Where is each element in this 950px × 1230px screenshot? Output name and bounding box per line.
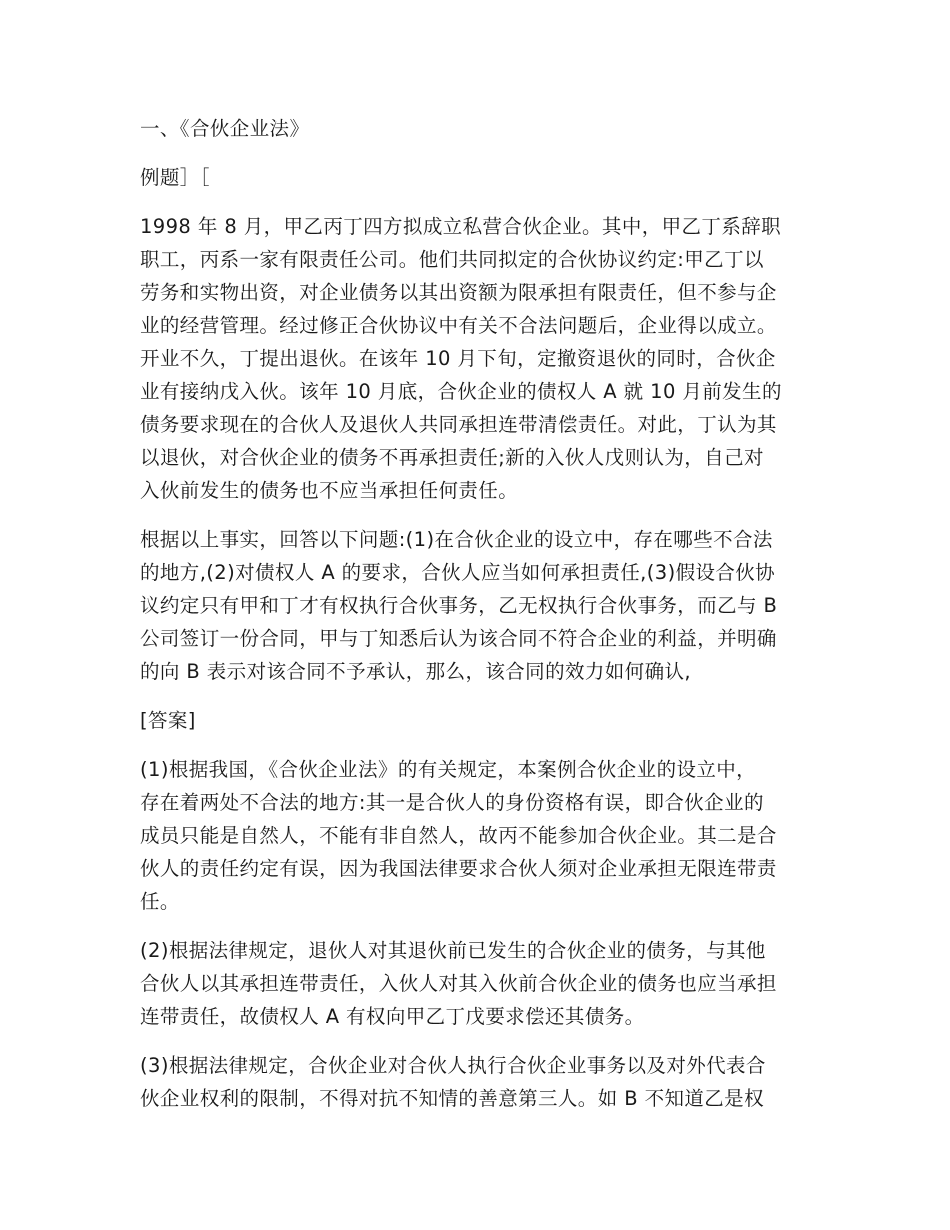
text-line: 伙企业权利的限制，不得对抗不知情的善意第三人。如 B 不知道乙是权 — [140, 1087, 764, 1110]
text-line: (2)根据法律规定，退伙人对其退伙前已发生的合伙企业的债务，与其他 — [140, 939, 766, 962]
text-line: 公司签订一份合同，甲与丁知悉后认为该合同不符合企业的利益，并明确 — [140, 627, 777, 650]
text-line: 连带责任，故债权人 A 有权向甲乙丁戊要求偿还其债务。 — [140, 1005, 645, 1028]
text-line: 议约定只有甲和丁才有权执行合伙事务，乙无权执行合伙事务，而乙与 B — [140, 594, 778, 617]
question-paragraph — [140, 523, 812, 688]
text-line: 的地方,(2)对债权人 A 的要求，合伙人应当如何承担责任,(3)假设合伙协 — [140, 561, 776, 584]
text-line: 1998 年 8 月，甲乙丙丁四方拟成立私营合伙企业。其中，甲乙丁系辞职 — [140, 215, 782, 238]
text-line: 职工，丙系一家有限责任公司。他们共同拟定的合伙协议约定:甲乙丁以 — [140, 248, 764, 271]
text-line: 合伙人以其承担连带责任，入伙人对其入伙前合伙企业的债务也应当承担 — [140, 972, 777, 995]
text-line: 伙人的责任约定有误，因为我国法律要求合伙人须对企业承担无限连带责 — [140, 857, 777, 880]
text-line: 存在着两处不合法的地方:其一是合伙人的身份资格有误，即合伙企业的 — [140, 791, 764, 814]
answer-label: [答案] — [140, 709, 196, 732]
text-line: 业的经营管理。经过修正合伙协议中有关不合法问题后，企业得以成立。 — [140, 314, 777, 337]
document-page — [140, 112, 812, 1131]
text-line: 的向 B 表示对该合同不予承认，那么，该合同的效力如何确认, — [140, 660, 691, 683]
answer-2-paragraph — [140, 934, 812, 1033]
text-line: 入伙前发生的债务也不应当承担任何责任。 — [140, 479, 519, 502]
text-line: 业有接纳戊入伙。该年 10 月底，合伙企业的债权人 A 就 10 月前发生的 — [140, 380, 782, 403]
text-line: 任。 — [140, 890, 180, 913]
text-line: 根据以上事实，回答以下问题:(1)在合伙企业的设立中，存在哪些不合法 — [140, 528, 773, 551]
answer-3-paragraph — [140, 1049, 812, 1115]
text-line: 成员只能是自然人，不能有非自然人，故丙不能参加合伙企业。其二是合 — [140, 824, 777, 847]
text-line: (3)根据法律规定，合伙企业对合伙人执行合伙企业事务以及对外代表合 — [140, 1054, 766, 1077]
case-paragraph — [140, 210, 812, 507]
text-line: 开业不久，丁提出退伙。在该年 10 月下旬，定撤资退伙的同时，合伙企 — [140, 347, 776, 370]
answer-1-paragraph — [140, 753, 812, 918]
text-line: 以退伙，对合伙企业的债务不再承担责任;新的入伙人戊则认为，自己对 — [140, 446, 764, 469]
section-title: 一、《合伙企业法》 — [140, 117, 310, 140]
text-line: 债务要求现在的合伙人及退伙人共同承担连带清偿责任。对此，丁认为其 — [140, 413, 777, 436]
example-label: 例题］［ — [140, 166, 210, 189]
text-line: (1)根据我国，《合伙企业法》的有关规定，本案例合伙企业的设立中， — [140, 758, 757, 781]
text-line: 劳务和实物出资，对企业债务以其出资额为限承担有限责任，但不参与企 — [140, 281, 777, 304]
